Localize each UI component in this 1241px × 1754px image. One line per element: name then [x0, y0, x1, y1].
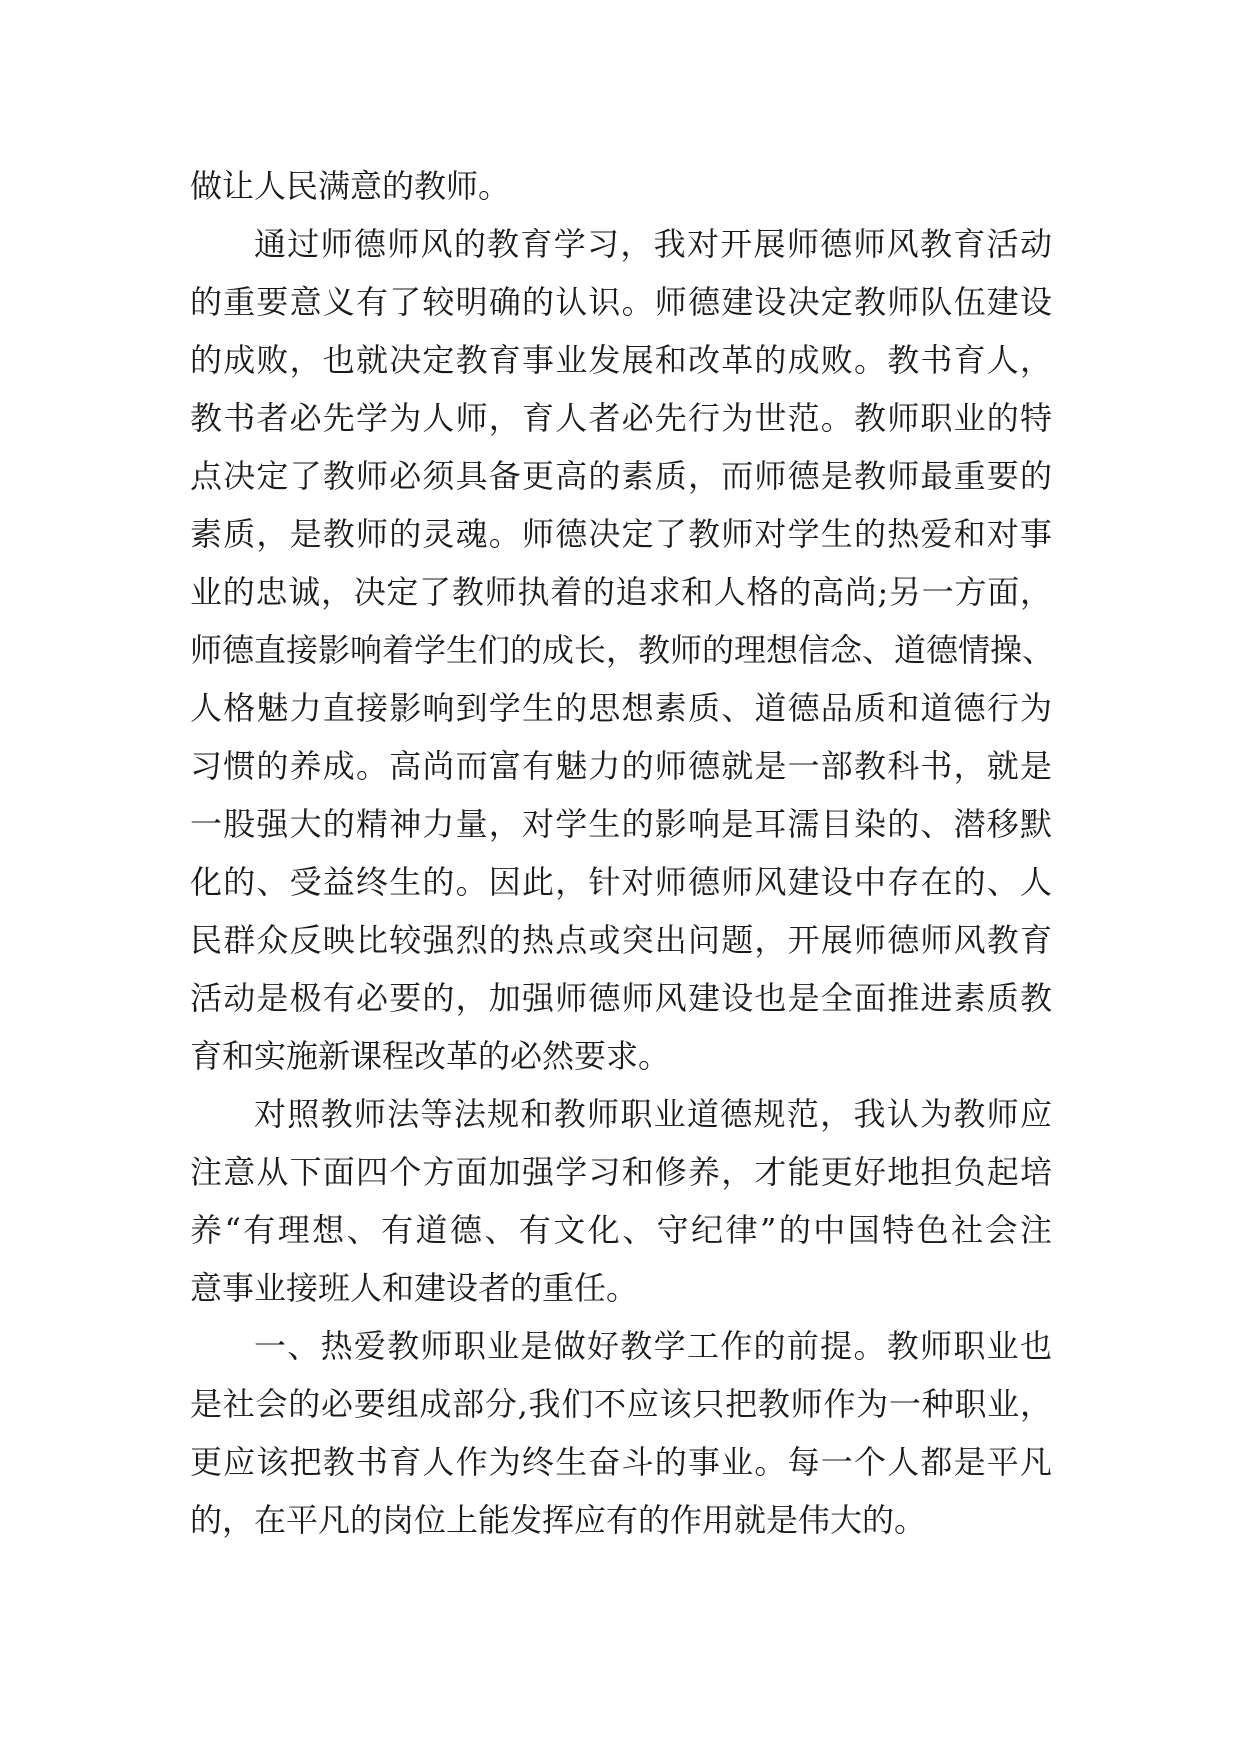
text-line: 一股强大的精神力量，对学生的影响是耳濡目染的、潜移默: [190, 805, 1052, 843]
paragraph: [190, 215, 1055, 1085]
paragraph: [190, 1085, 1052, 1317]
text-line: 习惯的养成。高尚而富有魅力的师德就是一部教科书，就是: [190, 747, 1052, 785]
text-line: 的重要意义有了较明确的认识。师德建设决定教师队伍建设: [190, 283, 1052, 321]
text-line: 点决定了教师必须具备更高的素质，而师德是教师最重要的: [190, 457, 1052, 495]
text-line: 教书者必先学为人师，育人者必先行为世范。教师职业的特: [190, 399, 1052, 437]
text-line: 化的、受益终生的。因此，针对师德师风建设中存在的、人: [190, 863, 1052, 901]
text-line: 师德直接影响着学生们的成长，教师的理想信念、道德情操、: [190, 631, 1055, 669]
text-line: 素质，是教师的灵魂。师德决定了教师对学生的热爱和对事: [190, 515, 1052, 553]
paragraph: [190, 1317, 1052, 1549]
text-line: 人格魅力直接影响到学生的思想素质、道德品质和道德行为: [190, 689, 1052, 727]
text-line: 对照教师法等法规和教师职业道德规范，我认为教师应: [254, 1095, 1052, 1133]
text-line: 的，在平凡的岗位上能发挥应有的作用就是伟大的。: [190, 1501, 927, 1539]
text-line: 做让人民满意的教师。: [190, 167, 511, 205]
paragraph: [190, 157, 1052, 215]
text-line: 是社会的必要组成部分,我们不应该只把教师作为一种职业，: [190, 1385, 1052, 1423]
text-line: 通过师德师风的教育学习，我对开展师德师风教育活动: [254, 225, 1052, 263]
text-line: 育和实施新课程改革的必然要求。: [190, 1037, 671, 1075]
text-line: 民群众反映比较强烈的热点或突出问题，开展师德师风教育: [190, 921, 1052, 959]
text-line: 业的忠诚，决定了教师执着的追求和人格的高尚;另一方面，: [190, 573, 1052, 611]
document-body: [190, 157, 1055, 1549]
text-line: 一、热爱教师职业是做好教学工作的前提。教师职业也: [254, 1327, 1052, 1365]
text-line: 养“有理想、有道德、有文化、守纪律”的中国特色社会注: [190, 1211, 1052, 1249]
text-line: 注意从下面四个方面加强学习和修养，才能更好地担负起培: [190, 1153, 1052, 1191]
text-line: 意事业接班人和建设者的重任。: [190, 1269, 639, 1307]
text-line: 更应该把教书育人作为终生奋斗的事业。每一个人都是平凡: [190, 1443, 1052, 1481]
text-line: 活动是极有必要的，加强师德师风建设也是全面推进素质教: [190, 979, 1052, 1017]
text-line: 的成败，也就决定教育事业发展和改革的成败。教书育人，: [190, 341, 1052, 379]
